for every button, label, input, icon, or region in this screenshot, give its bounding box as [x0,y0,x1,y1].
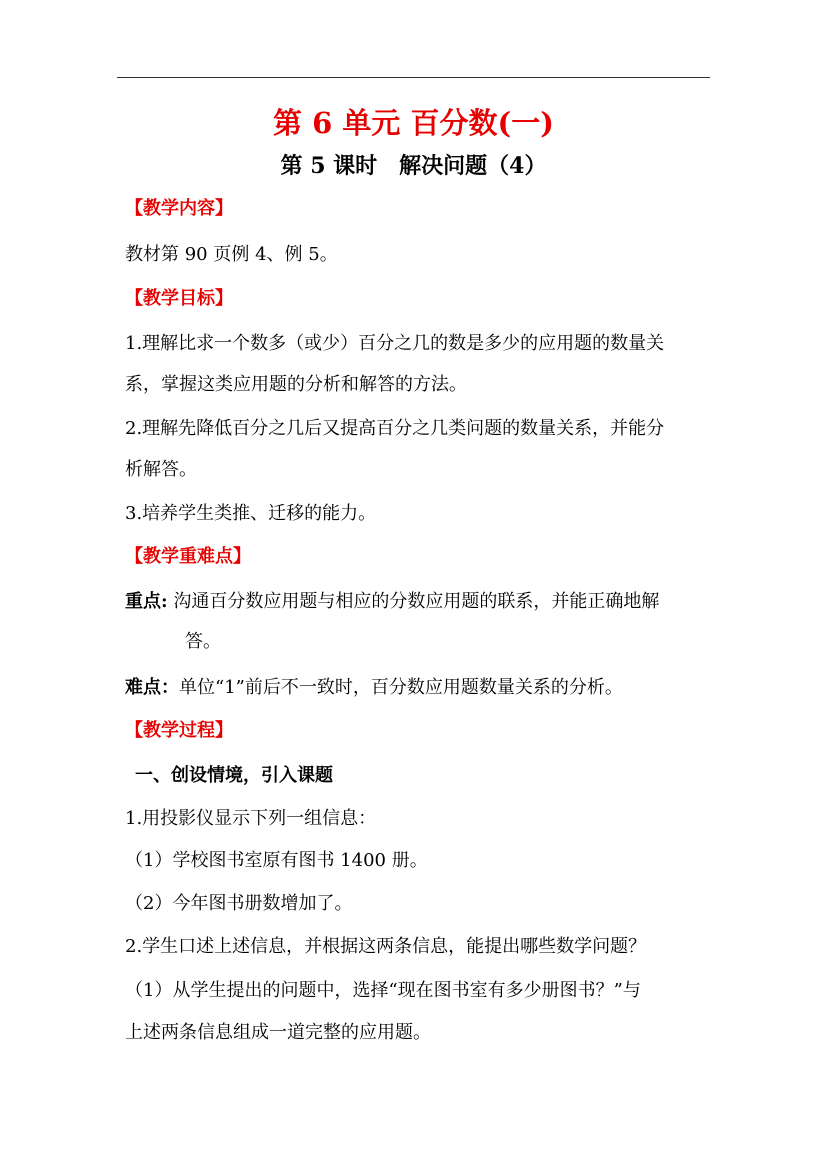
key-point-line-1 [125,590,715,614]
difficult-point-text: 单位“1”前后不一致时，百分数应用题数量关系的分析。 [179,677,623,698]
difficult-point-label: 难点： [125,677,179,698]
goal-2-line-2: 析解答。 [125,459,197,480]
key-point-line-2: 答。 [185,631,221,652]
heading-key-difficult-points: 【教学重难点】 [125,546,251,567]
key-point-text: 沟通百分数应用题与相应的分数应用题的联系，并能正确地解 [167,591,660,612]
question-1-line-1: （1）从学生提出的问题中，选择“现在图书室有多少册图书？”与 [125,980,641,1001]
heading-teaching-content: 【教学内容】 [125,198,233,219]
info-2: （2）今年图书册数增加了。 [125,893,353,914]
heading-teaching-process: 【教学过程】 [125,720,233,741]
goal-1-line-1: 1.理解比求一个数多（或少）百分之几的数是多少的应用题的数量关 [125,333,665,354]
teaching-content-text: 教材第 90 页例 4、例 5。 [125,244,338,265]
goal-2-line-1: 2.理解先降低百分之几后又提高百分之几类问题的数量关系，并能分 [125,418,665,439]
heading-teaching-goals: 【教学目标】 [125,288,233,309]
step-2: 2.学生口述上述信息，并根据这两条信息，能提出哪些数学问题？ [125,936,647,957]
goal-1-line-2: 系，掌握这类应用题的分析和解答的方法。 [125,374,467,395]
section-1-title: 一、创设情境，引入课题 [135,765,333,786]
difficult-point [125,676,715,700]
info-1: （1）学校图书室原有图书 1400 册。 [125,850,428,871]
header-rule [117,77,710,78]
unit-title: 第 6 单元 百分数(一) [273,106,554,140]
goal-3: 3.培养学生类推、迁移的能力。 [125,503,377,524]
key-point-label: 重点: [125,591,168,612]
question-1-line-2: 上述两条信息组成一道完整的应用题。 [125,1022,431,1043]
step-1: 1.用投影仪显示下列一组信息： [125,808,377,829]
lesson-title: 第 5 课时 解决问题（4） [280,153,547,179]
